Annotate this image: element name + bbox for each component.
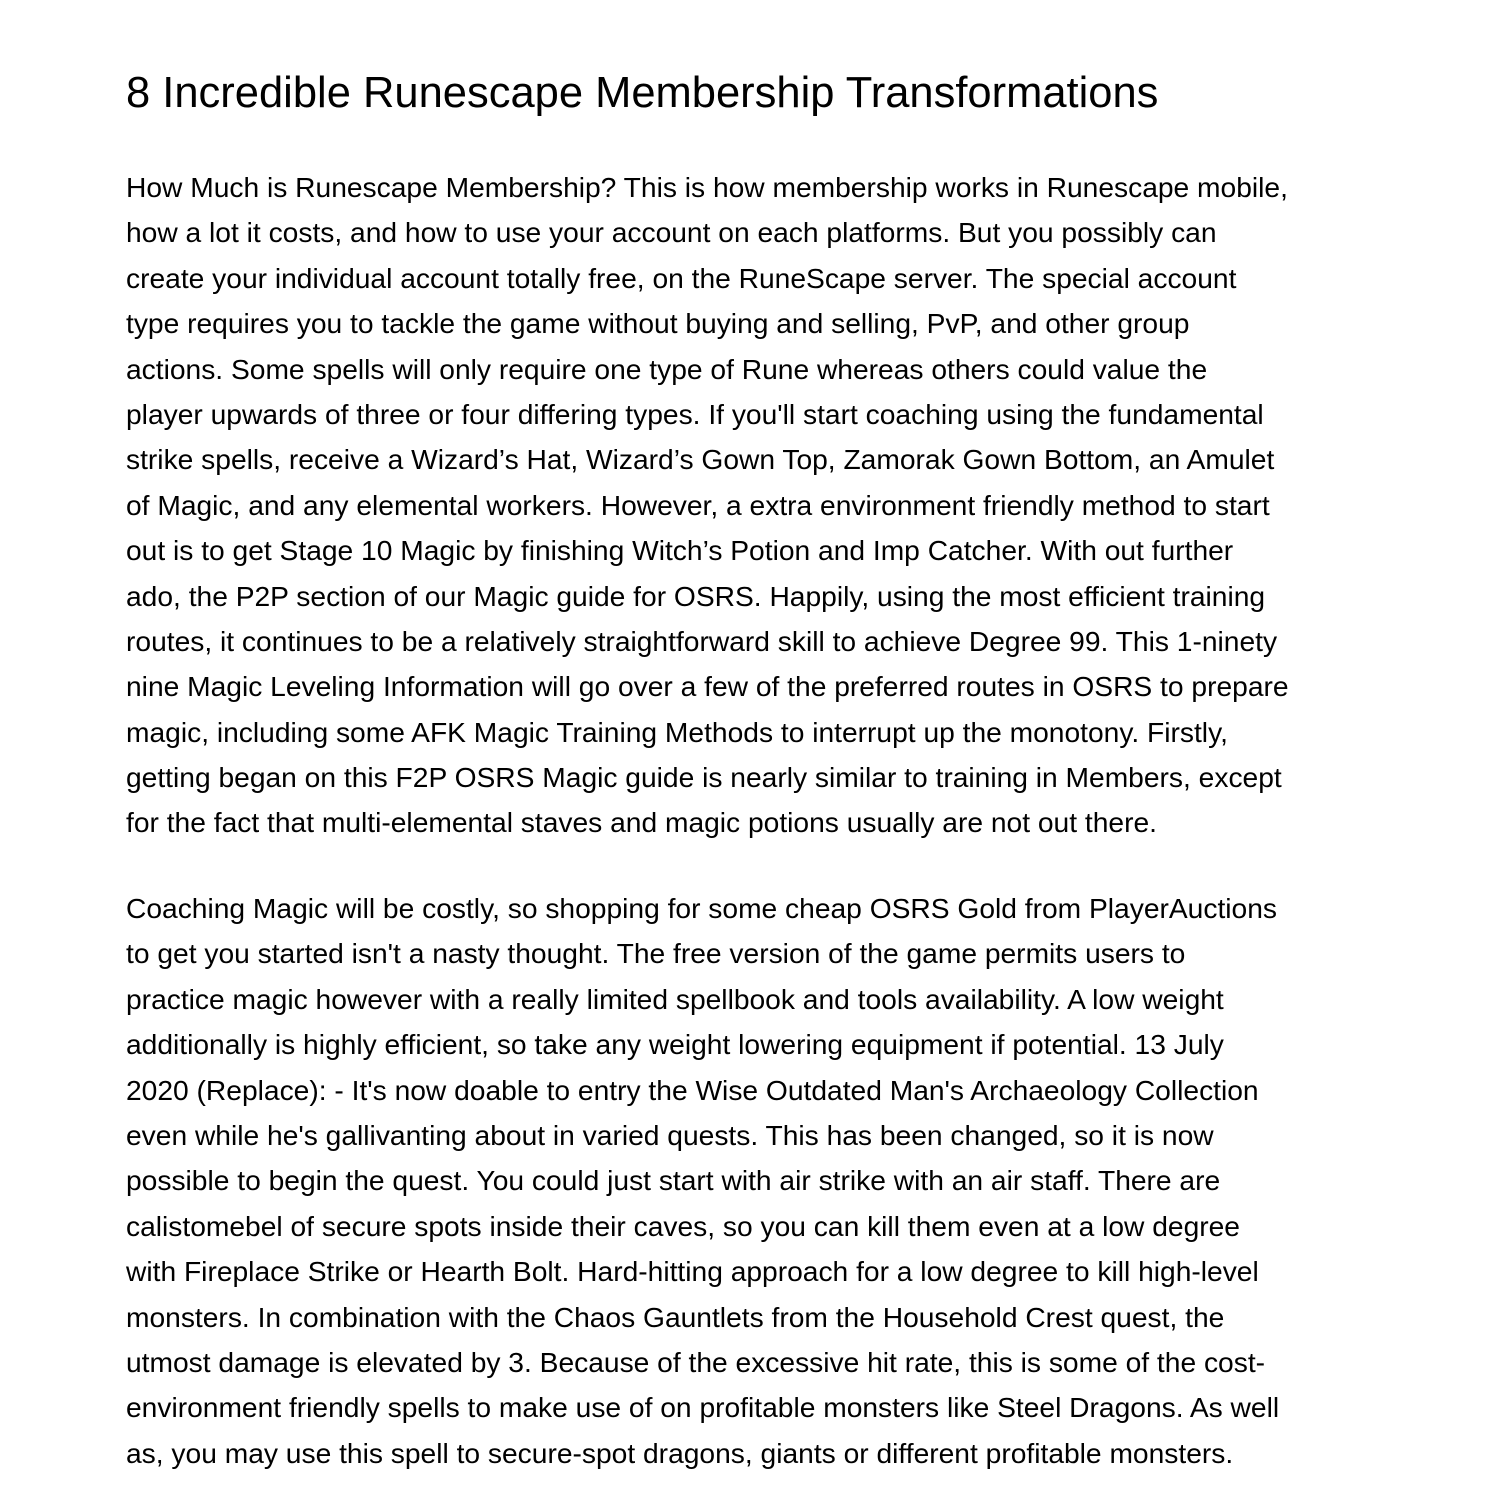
text-line: practice magic however with a really limited spellbook and tools availability. A low weight: [126, 982, 1224, 1015]
text-line: monsters. In combination with the Chaos Gauntlets from the Household Crest quest, the: [126, 1300, 1225, 1333]
text-line: to get you started isn't a nasty thought. The free version of the game permits users to: [126, 937, 1186, 970]
text-line: Coaching Magic will be costly, so shopping for some cheap OSRS Gold from PlayerAuctions: [126, 892, 1277, 924]
text-line: possible to begin the quest. You could just start with air strike with an air staff. There are: [126, 1164, 1221, 1197]
text-line: with Fireplace Strike or Hearth Bolt. Hard-hitting approach for a low degree to kill high-level: [126, 1255, 1259, 1288]
text-line: magic, including some AFK Magic Training Methods to interrupt up the monotony. Firstly,: [126, 715, 1228, 748]
document-title: 8 Incredible Runescape Membership Transformations: [126, 69, 1159, 117]
text-line: strike spells, receive a Wizard’s Hat, Wizard’s Gown Top, Zamorak Gown Bottom, an Amulet: [126, 443, 1275, 476]
text-line: out is to get Stage 10 Magic by finishing Witch’s Potion and Imp Catcher. With out further: [126, 534, 1234, 567]
text-line: for the fact that multi-elemental staves and magic potions usually are not out there.: [126, 806, 1157, 839]
text-line: How Much is Runescape Membership? This is how membership works in Runescape mobile,: [126, 171, 1288, 203]
text-line: even while he's gallivanting about in varied quests. This has been changed, so it is now: [126, 1118, 1214, 1151]
text-line: actions. Some spells will only require one type of Rune whereas others could value the: [126, 352, 1208, 385]
text-line: utmost damage is elevated by 3. Because of the excessive hit rate, this is some of the cost-: [126, 1345, 1266, 1378]
text-line: 2020 (Replace): - It's now doable to entry the Wise Outdated Man's Archaeology Collection: [126, 1073, 1259, 1106]
text-line: additionally is highly efficient, so take any weight lowering equipment if potential. 13 July: [126, 1028, 1224, 1061]
text-line: how a lot it costs, and how to use your account on each platforms. But you possibly can: [126, 216, 1217, 249]
text-line: ado, the P2P section of our Magic guide for OSRS. Happily, using the most efficient training: [126, 579, 1266, 612]
text-line: nine Magic Leveling Information will go over a few of the preferred routes in OSRS to prepare: [126, 670, 1289, 703]
text-line: as, you may use this spell to secure-spot dragons, giants or different profitable monsters.: [126, 1436, 1234, 1469]
text-line: routes, it continues to be a relatively straightforward skill to achieve Degree 99. This 1-ninety: [126, 624, 1278, 657]
text-line: create your individual account totally free, on the RuneScape server. The special account: [126, 261, 1237, 294]
text-line: of Magic, and any elemental workers. However, a extra environment friendly method to start: [126, 488, 1270, 521]
paragraph-2: [126, 886, 1279, 1476]
text-line: environment friendly spells to make use of on profitable monsters like Steel Dragons. As well: [126, 1391, 1280, 1424]
text-line: calistomebel of secure spots inside their caves, so you can kill them even at a low degree: [126, 1209, 1240, 1242]
text-line: player upwards of three or four differing types. If you'll start coaching using the fundamental: [126, 397, 1264, 430]
paragraph-1: [126, 165, 1289, 846]
text-line: getting began on this F2P OSRS Magic guide is nearly similar to training in Members, except: [126, 761, 1282, 794]
text-line: type requires you to tackle the game without buying and selling, PvP, and other group: [126, 307, 1190, 340]
